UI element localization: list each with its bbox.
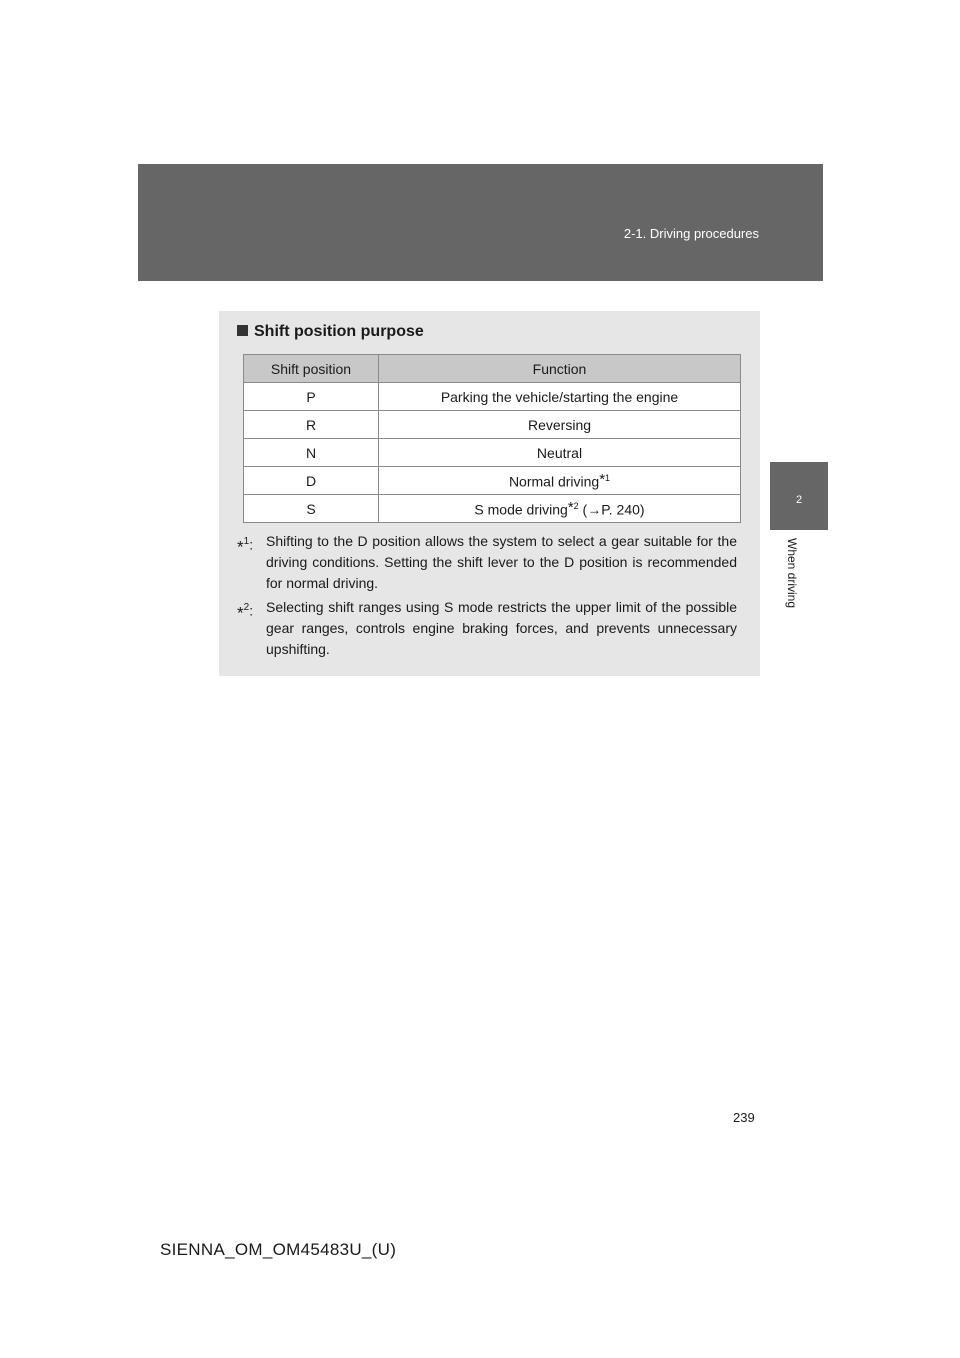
box-title — [237, 323, 424, 341]
square-bullet-icon — [237, 325, 248, 336]
shift-position-cell: P — [244, 383, 379, 411]
footnote-2 — [237, 597, 737, 660]
info-box — [219, 311, 760, 676]
document-code: SIENNA_OM_OM45483U_(U) — [160, 1240, 397, 1259]
table-row — [244, 383, 741, 411]
function-text: S mode driving — [474, 501, 568, 518]
footnote-text: Shifting to the D position allows the system to select a gear suitable for the driving conditions. Setting the shift lever to the D position is recommended for normal driving. — [266, 533, 737, 591]
chapter-label — [785, 538, 805, 628]
footnote-1 — [237, 531, 737, 594]
shift-position-table — [243, 354, 741, 523]
column-header: Function — [379, 355, 741, 383]
shift-position-cell: D — [244, 467, 379, 495]
function-text: Parking the vehicle/starting the engine — [440, 388, 679, 405]
chapter-tab — [770, 462, 828, 530]
function-cell — [379, 467, 741, 495]
footnote-marker-number: 1 — [243, 536, 250, 547]
footnote-ref: *2 — [567, 499, 579, 517]
footnote-marker: *$^2$: — [237, 602, 254, 623]
chapter-number: 2 — [795, 494, 803, 506]
table-row — [244, 411, 741, 439]
function-text: Neutral — [536, 444, 583, 461]
footnote-marker-number: 2 — [243, 602, 250, 613]
box-title-text: Shift position purpose — [254, 323, 424, 340]
footnote-marker: *$^1$: — [237, 536, 254, 557]
page-reference-link[interactable]: (→P. 240) — [578, 501, 645, 518]
shift-position-cell: S — [244, 495, 379, 523]
function-cell — [379, 383, 741, 411]
shift-position-cell: R — [244, 411, 379, 439]
function-cell — [379, 439, 741, 467]
footnote-text: Selecting shift ranges using S mode restricts the upper limit of the possible gear ranges, controls engine braking forces, and prevents unnecessary upshifting. — [266, 599, 737, 657]
page-header — [138, 164, 823, 281]
footnote-ref: *1 — [599, 471, 611, 489]
footnote-ref-number: 2 — [573, 501, 579, 512]
function-cell — [379, 495, 741, 523]
page-number: 239 — [733, 1110, 755, 1125]
function-text: Normal driving — [508, 473, 600, 490]
footnote-ref-number: 1 — [605, 473, 611, 484]
table-row — [244, 495, 741, 523]
function-cell — [379, 411, 741, 439]
shift-position-cell: N — [244, 439, 379, 467]
function-text: Reversing — [527, 416, 592, 433]
column-header: Shift position — [244, 355, 379, 383]
table-header-row — [244, 355, 741, 383]
section-title: 2-1. Driving procedures — [623, 226, 759, 241]
table-row — [244, 467, 741, 495]
chapter-label-text: When driving — [785, 538, 799, 609]
table-row — [244, 439, 741, 467]
